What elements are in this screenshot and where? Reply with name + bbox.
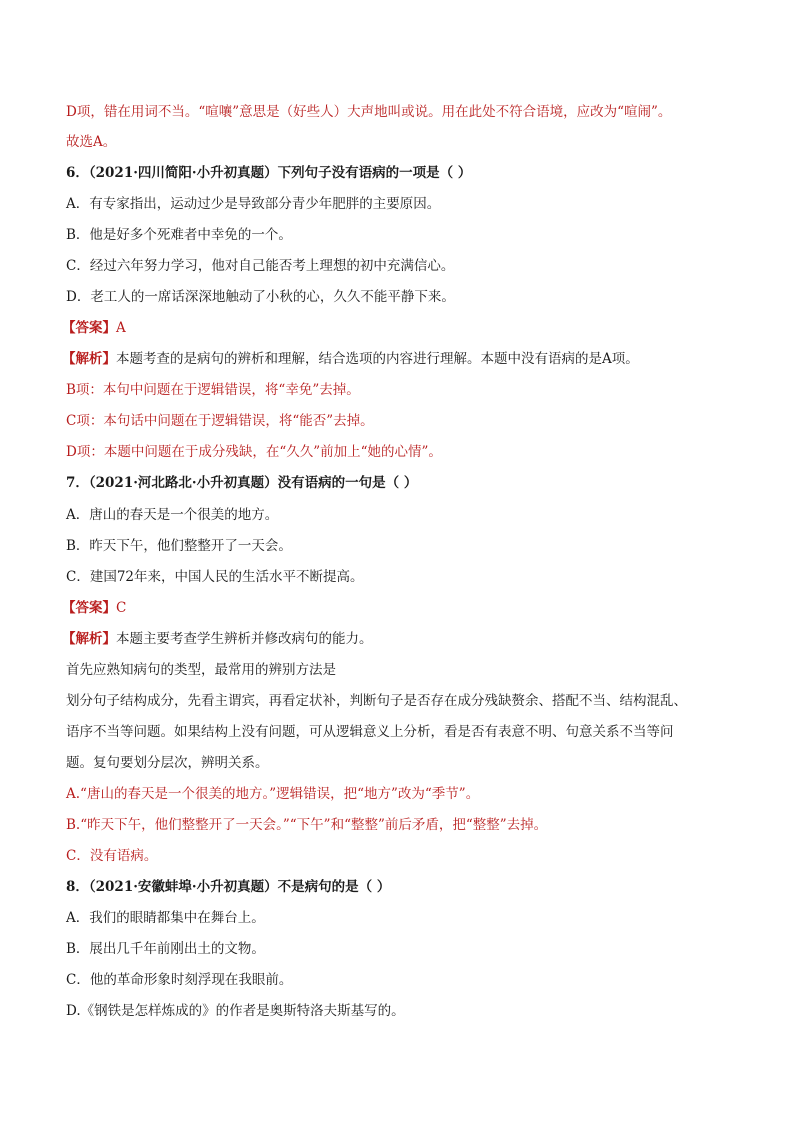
analysis-tag: 【解析】 (62, 351, 116, 367)
q6-option-a: A．有专家指出，运动过少是导致部分青少年肥胖的主要原因。 (66, 196, 441, 212)
answer-tag: 【答案】 (62, 320, 116, 336)
q8-option-d: D.《钢铁是怎样炼成的》的作者是奥斯特洛夫斯基写的。 (66, 1003, 405, 1019)
q6-note-d: D项：本题中问题在于成分残缺，在“久久”前加上“她的心情”。 (66, 444, 442, 460)
q8-stem: 8．（2021·安徽蚌埠·小升初真题）不是病句的是（ ） (66, 879, 391, 895)
q6-note-b: B项：本句中问题在于逻辑错误，将“幸免”去掉。 (66, 382, 360, 398)
q6-answer (62, 318, 726, 338)
q6-stem: 6．（2021·四川简阳·小升初真题）下列句子没有语病的一项是（ ） (66, 165, 472, 181)
q7-body-1: 首先应熟知病句的类型，最常用的辨别方法是 (66, 662, 336, 678)
q7-option-b: B．昨天下午，他们整整开了一天会。 (66, 538, 292, 554)
analysis-tag: 【解析】 (62, 631, 116, 647)
q7-note-a: A.“唐山的春天是一个很美的地方。”逻辑错误，把“地方”改为“季节”。 (66, 786, 480, 802)
q8-option-a: A．我们的眼睛都集中在舞台上。 (66, 910, 265, 926)
q7-note-b: B.“昨天下午，他们整整开了一天会。”“下午”和“整整”前后矛盾，把“整整”去掉。 (66, 817, 548, 833)
q7-body-4: 题。复句要划分层次，辨明关系。 (66, 755, 269, 771)
answer-tag: 【答案】 (62, 600, 116, 616)
q6-option-d: D．老工人的一席话深深地触动了小秋的心，久久不能平静下来。 (66, 289, 455, 305)
q5-conclusion: 故选A。 (66, 134, 117, 150)
q6-note-c: C项：本句话中问题在于逻辑错误，将“能否”去掉。 (66, 413, 374, 429)
analysis-text: 本题主要考查学生辨析并修改病句的能力。 (116, 631, 373, 647)
q7-option-c: C．建国72年来，中国人民的生活水平不断提高。 (66, 569, 364, 585)
answer-value: A (116, 320, 126, 336)
q7-body-2: 划分句子结构成分，先看主谓宾，再看定状补，判断句子是否存在成分残缺赘余、搭配不当、结构混乱、 (66, 693, 687, 709)
q6-option-b: B．他是好多个死难者中幸免的一个。 (66, 227, 292, 243)
q8-option-c: C．他的革命形象时刻浮现在我眼前。 (66, 972, 293, 988)
q7-body-3: 语序不当等问题。如果结构上没有问题，可从逻辑意义上分析，看是否有表意不明、句意关系不当等问 (66, 724, 674, 740)
q7-stem: 7．（2021·河北路北·小升初真题）没有语病的一句是（ ） (66, 475, 418, 491)
q7-option-a: A．唐山的春天是一个很美的地方。 (66, 507, 279, 523)
q7-answer (62, 598, 726, 618)
q8-option-b: B．展出几千年前刚出土的文物。 (66, 941, 265, 957)
analysis-text: 本题考查的是病句的辨析和理解，结合选项的内容进行理解。本题中没有语病的是A项。 (116, 351, 639, 367)
q5-analysis-d: D项，错在用词不当。“喧嚷”意思是（好些人）大声地叫或说。用在此处不符合语境，应改为“喧闹”。 (66, 104, 672, 120)
q7-analysis (62, 629, 726, 649)
answer-value: C (116, 600, 127, 616)
q7-final: C．没有语病。 (66, 848, 158, 864)
q6-analysis (62, 349, 726, 369)
q6-option-c: C．经过六年努力学习，他对自己能否考上理想的初中充满信心。 (66, 258, 455, 274)
